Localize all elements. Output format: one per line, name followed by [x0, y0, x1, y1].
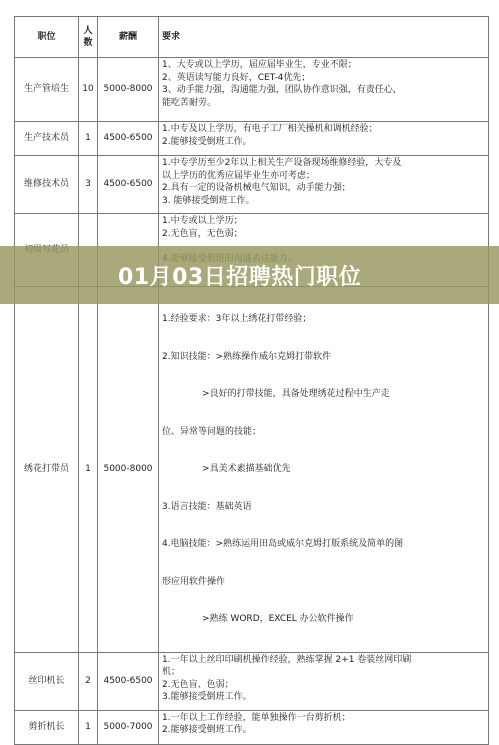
- requirements-cell: [159, 58, 489, 122]
- requirement-line: >具美术素描基础优先: [162, 464, 291, 474]
- table-row: [15, 156, 489, 214]
- requirement-line: 形应用软件操作: [162, 576, 226, 587]
- requirement-line: 1.一年以上丝印印刷机操作经验，熟练掌握 2+1 卷装丝网印刷: [162, 654, 412, 665]
- job-table: [14, 16, 489, 745]
- count-cell: 1: [79, 287, 98, 653]
- requirement-line: 2.知识技能：>熟练操作威尔克姆打带软件: [162, 351, 332, 362]
- table-row: [15, 58, 489, 122]
- position-cell: 生产管培生: [15, 58, 79, 122]
- position-cell: 维修技术员: [15, 156, 79, 214]
- requirement-line: 3、动手能力强，沟通能力强，团队协作意识强，有责任心，: [162, 85, 402, 95]
- requirement-line: 2.具有一定的设备机械电气知识，动手能力强；: [162, 183, 351, 193]
- requirement-line: 1.中专或以上学历；: [162, 216, 243, 226]
- table-row: [15, 710, 489, 744]
- position-cell: 生产技术员: [15, 122, 79, 156]
- table-header-row: [15, 17, 489, 58]
- requirement-line: 1、大专或以上学历，届应届毕业生，专业不限；: [162, 60, 357, 70]
- requirement-line: >熟练 WORD，EXCEL 办公软件操作: [162, 614, 354, 624]
- requirement-line: >良好的打带技能，具备处理绣花过程中生产走: [162, 389, 390, 399]
- requirement-line: 1.经验要求：3年以上绣花打带经验；: [162, 314, 312, 324]
- table-row: [15, 287, 489, 653]
- table-row: [15, 652, 489, 710]
- requirement-line: 1.中专及以上学历，有电子工厂相关操机和调机经验；: [162, 124, 378, 134]
- requirements-cell: [159, 710, 489, 744]
- requirements-cell: [159, 156, 489, 214]
- count-cell: 1: [79, 122, 98, 156]
- requirement-line: 1.中专学历至少2年以上相关生产设备现场维修经验，大专及: [162, 158, 402, 168]
- count-cell: 2: [79, 652, 98, 710]
- requirement-line: 4.电脑技能：>熟练运用田岛或威尔克姆打版系统及简单的图: [162, 539, 404, 549]
- requirement-line: 机；: [162, 667, 181, 677]
- position-cell: 剪折机长: [15, 710, 79, 744]
- requirement-line: 2.能够接受倒班工作。: [162, 725, 252, 735]
- requirement-line: 2、英语读写能力良好，CET-4优先；: [162, 72, 311, 83]
- requirements-cell: [159, 122, 489, 156]
- header-requirements: 要求: [159, 17, 489, 58]
- title-banner: [0, 246, 499, 304]
- requirement-line: 2.无色盲、色弱；: [162, 679, 234, 690]
- count-cell: 1: [79, 710, 98, 744]
- salary-cell: 4500-6500: [98, 156, 159, 214]
- header-position: 职位: [15, 17, 79, 58]
- requirement-line: 3. 能够接受倒班工作。: [162, 195, 255, 206]
- requirement-line: 2.能够接受倒班工作。: [162, 136, 252, 147]
- requirement-line: 位、异常等问题的技能；: [162, 426, 262, 437]
- requirements-cell: [159, 287, 489, 653]
- salary-cell: 4500-6500: [98, 652, 159, 710]
- count-cell: 10: [79, 58, 98, 122]
- requirement-line: 3.语言技能：基础英语: [162, 501, 252, 512]
- requirements-cell: [159, 652, 489, 710]
- requirement-line: 3.能够接受倒班工作。: [162, 692, 252, 702]
- requirement-line: 2.无色盲，无色弱；: [162, 228, 243, 239]
- requirement-line: 1.一年以上工作经验，能单独操作一台剪折机；: [162, 712, 351, 723]
- position-cell: 丝印机长: [15, 652, 79, 710]
- requirement-line: 能吃苦耐劳。: [162, 97, 217, 108]
- salary-cell: 4500-6500: [98, 122, 159, 156]
- banner-title: 01月03日招聘热门职位: [118, 265, 362, 290]
- header-count: 人数: [79, 17, 98, 58]
- table-row: [15, 122, 489, 156]
- salary-cell: 5000-7000: [98, 710, 159, 744]
- job-table-container: [14, 16, 488, 745]
- count-cell: 3: [79, 156, 98, 214]
- salary-cell: 5000-8000: [98, 58, 159, 122]
- requirement-line: 以上学历的优秀应届毕业生亦可考虑；: [162, 170, 316, 181]
- position-cell: 绣花打带员: [15, 287, 79, 653]
- header-salary: 薪酬: [98, 17, 159, 58]
- salary-cell: 5000-8000: [98, 287, 159, 653]
